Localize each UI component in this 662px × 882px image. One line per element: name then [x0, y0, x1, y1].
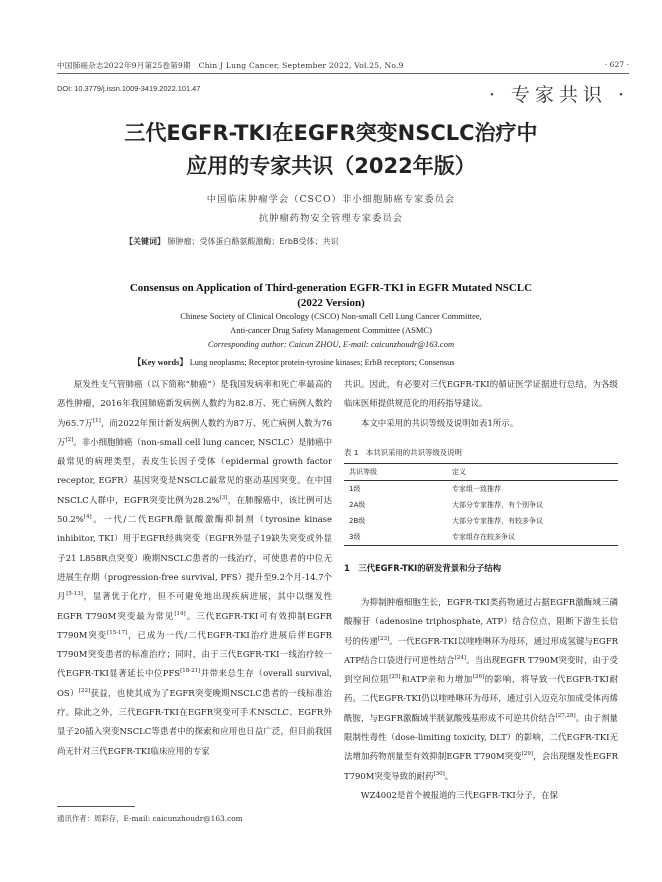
text-run: 获益，也使其成为了EGFR突变晚期NSCLC患者的一线标准治疗。除此之外，三代EGFR-TKI在EGFR突变可手术NSCLC、EGFR外显子20插入突变NSCLC等患者中的探索和应用也日益广泛，但目前我国尚无针对三代EGFR-TKI临床应用的专家	[57, 687, 332, 756]
keywords-en	[133, 356, 454, 368]
keywords-cn	[125, 236, 338, 247]
section-heading: 1 三代EGFR-TKI的研发背景和分子结构	[344, 563, 502, 573]
section-tag: · 专家共识 ·	[488, 84, 629, 106]
citation: [1]	[92, 417, 101, 424]
citation: [27,28]	[555, 712, 576, 719]
text-run: 并带来总生存（overall survival, OS）	[57, 668, 332, 698]
right-paragraph-2: 本文中采用的共识等级及说明如表1所示。	[360, 417, 519, 428]
citation: [30]	[433, 770, 445, 777]
english-title-line1: Consensus on Application of Third-generation EGFR-TKI in EGFR Mutated NSCLC	[129, 282, 533, 294]
keywords-cn-text: 肺肿瘤；受体蛋白酪氨酸激酶；ErbB受体；共识	[167, 237, 339, 246]
author-line1: 中国临床肿瘤学会（CSCO）非小细胞肺癌专家委员会	[206, 194, 456, 205]
doi: DOI: 10.3779/j.issn.1009-3419.2022.101.47	[57, 84, 201, 93]
corresponding-author: Corresponding author: Caicun ZHOU, E-mail: caicunzhoudr@163.com	[207, 339, 455, 349]
intro-paragraph	[57, 375, 332, 761]
text-run: 的影响，将导致一代EGFR-TKI耐药。二代EGFR-TKI仍以喹唑啉环为母环，通过引入迈克尔加成受体丙烯酰胺，与EGFR激酶域半胱氨酸残基形成不可逆共价结合	[344, 674, 619, 723]
text-run: ，显著优于化疗，但不可避免地出现疾病进展，其中以继发性EGFR T790M突变最为常见	[57, 591, 333, 621]
keywords-en-label: 【Key words】	[133, 358, 188, 367]
text-run: 。三代EGFR-TKI可有效抑制EGFR T790M突变	[57, 610, 332, 640]
table-cell: 大部分专家推荐，有个别争议	[452, 501, 543, 509]
text-run: 。非小细胞肺癌（non-small cell lung cancer, NSCLC）是肺癌中最常见的病理类型，表皮生长因子受体（epidermal growth factor receptor, EGFR）基因突变是NSCLC最常见的驱动基因突变。在中国NSCLC人群中，EGFR突变比例为28.2%	[57, 436, 333, 505]
text-run: 。一代EGFR-TKI以喹唑啉环为母环，通过形成氢键与EGFR ATP结合口袋进行可逆性结合	[344, 635, 619, 665]
table-header-row	[344, 464, 618, 480]
english-title-line2: (2022 Version)	[297, 297, 365, 309]
citation: [2]	[65, 437, 74, 444]
citation: [23]	[377, 635, 390, 642]
text-run: 和ATP亲和力增加	[400, 674, 473, 685]
text-run: ，会出现继发性EGFR T790M突变导致的耐药	[344, 751, 618, 781]
right-paragraph-1: 共识。因此，有必要对三代EGFR-TKI的循证医学证据进行总结，为各级临床医师提供规范化的用药指导建议。	[344, 379, 618, 409]
table-header-cell: 定义	[452, 468, 466, 476]
page-title-line2: 应用的专家共识（2022年版）	[186, 154, 476, 178]
consensus-table	[344, 447, 618, 546]
citation: [4]	[83, 514, 92, 521]
table-cell: 大部分专家推荐，有较多争议	[452, 517, 543, 525]
citation: [25]	[389, 674, 401, 681]
text-run: 原发性支气管肺癌（以下简称“肺癌”）是我国发病率和死亡率最高的恶性肿瘤，2016年我国肺癌新发病例人数约为82.8万、死亡病例人数约为65.7万	[57, 379, 332, 428]
right-column-top	[344, 375, 618, 433]
english-society-line2: Anti-cancer Drug Safety Management Committee (ASMC)	[230, 325, 432, 335]
section1-paragraph-2: WZ4002是首个被报道的三代EGFR-TKI分子，在保	[360, 789, 558, 800]
page-title-line1: 三代EGFR-TKI在EGFR突变NSCLC治疗中	[124, 121, 538, 145]
keywords-en-text: Lung neoplasms; Receptor protein-tyrosine kinases; ErbB receptors; Consensus	[189, 358, 455, 367]
table-cell: 2B级	[349, 517, 366, 525]
citation: [18-21]	[180, 668, 201, 675]
english-society-line1: Chinese Society of Clinical Oncology (CSCO) Non-small Cell Lung Cancer Committee,	[180, 311, 482, 321]
footnote-rule	[57, 806, 135, 807]
citation: [24]	[454, 655, 466, 662]
journal-header: 中国肺癌杂志2022年9月第25卷第9期 Chin J Lung Cancer, September 2022, Vol.25, No.9	[57, 61, 404, 70]
left-column	[57, 375, 332, 761]
citation: [29]	[521, 751, 534, 758]
table-cell: 2A级	[349, 501, 366, 509]
citation: [26]	[472, 674, 485, 681]
text-run: 。一代/二代EGFR酪氨酸激酶抑制剂（tyrosine kinase inhibitor, TKI）用于EGFR经典突变（EGFR外显子19缺失突变或外显子21 L858R点突变）晚期NSCLC患者的一线治疗，可使患者的中位无进展生存期（progression-free survival, PFS）提升至9.2个月-14.7个月	[57, 514, 332, 602]
text-run: 为抑制肿瘤细胞生长，EGFR-TKI类药物通过占据EGFR激酶域三磷酸腺苷（adenosine triphosphate, ATP）结合位点，阻断下游生长信号的传递	[344, 597, 618, 646]
table-header-cell: 共识等级	[349, 468, 377, 476]
page-number: · 627 ·	[604, 60, 629, 69]
citation: [5-13]	[66, 591, 83, 598]
text-run: ，而2022年预计新发病例人数约为87万、死亡病例人数为76万	[57, 417, 332, 447]
table-row	[344, 513, 618, 529]
text-run: 。当出现EGFR T790M突变时，由于受到空间位阻	[344, 654, 618, 685]
table-cell: 专家组存在较多争议	[452, 533, 515, 541]
table-row	[344, 497, 618, 513]
footnote: 通讯作者：周彩存，E-mail: caicunzhoudr@163.com	[57, 814, 243, 823]
text-run: 。	[444, 770, 454, 781]
table-row	[344, 529, 618, 545]
table-rule-bottom	[344, 545, 618, 546]
table-caption: 表 1 本共识采用的共识等级及说明	[344, 448, 462, 457]
citation: [15-17]	[107, 630, 128, 637]
keywords-cn-label: 【关键词】	[125, 237, 165, 246]
header-rule	[57, 73, 629, 74]
text-run: ，已成为一代/二代EGFR-TKI治疗进展后伴EGFR T790M突变患者的标准治疗；同时，由于三代EGFR-TKI一线治疗较一代EGFR-TKI显著延长中位PFS	[57, 629, 333, 679]
section1-paragraph-1	[344, 593, 618, 786]
table-cell: 3级	[349, 533, 361, 541]
citation: [22]	[78, 687, 91, 694]
table-cell: 1级	[349, 485, 361, 493]
citation: [3]	[219, 494, 228, 501]
section1-body	[344, 593, 618, 805]
text-run: 。由于剂量限制性毒性（dose-limiting toxicity, DLT）的影响，二代EGFR-TKI无法增加药物剂量至有效抑制EGFR T790M突变	[344, 712, 618, 762]
author-line2: 抗肿瘤药物安全管理专家委员会	[258, 213, 404, 224]
table-row	[344, 481, 618, 497]
citation: [14]	[174, 610, 186, 617]
table-cell: 专家组一致推荐	[452, 485, 501, 493]
text-run: ，在肺腺癌中，该比例可达50.2%	[57, 494, 333, 525]
